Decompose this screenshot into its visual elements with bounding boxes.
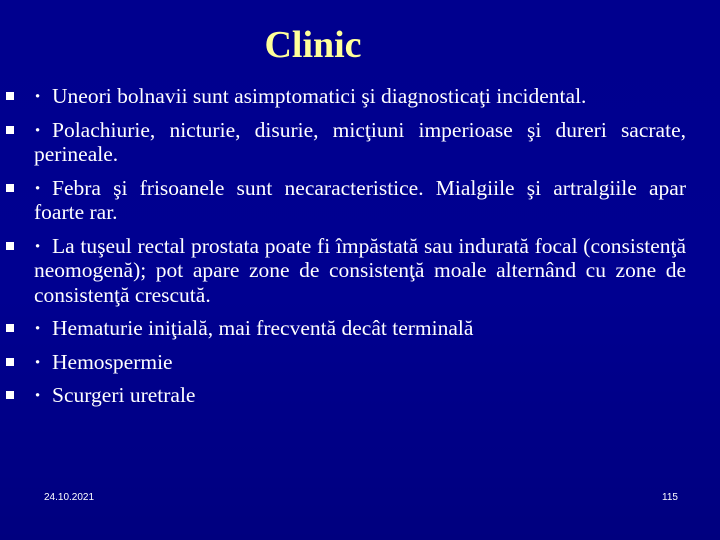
list-item-text: Hematurie iniţială, mai frecventă decât terminală <box>52 316 474 340</box>
dot-symbol: · <box>34 84 42 108</box>
square-bullet-icon <box>6 184 14 192</box>
dot-symbol: · <box>34 383 42 407</box>
dot-symbol: · <box>34 349 42 374</box>
page-number: 115 <box>662 492 678 503</box>
footer-date: 24.10.2021 <box>44 492 95 503</box>
list-item <box>34 234 686 308</box>
square-bullet-icon <box>6 126 14 134</box>
square-bullet-icon <box>6 324 14 332</box>
square-bullet-icon <box>6 242 14 250</box>
list-item <box>34 350 686 375</box>
dot-symbol: · <box>34 316 42 340</box>
bullet-list <box>0 84 720 417</box>
list-item-text: Polachiurie, nicturie, disurie, micţiuni imperioase şi dureri sacrate, perineale. <box>34 117 686 166</box>
square-bullet-icon <box>6 92 14 100</box>
list-item <box>34 383 686 408</box>
dot-symbol: · <box>34 117 42 142</box>
list-item-text: Hemospermie <box>52 349 173 374</box>
list-item <box>34 118 686 167</box>
dot-symbol: · <box>34 233 42 258</box>
list-item-text: Scurgeri uretrale <box>52 383 196 407</box>
slide-title: Clinic <box>264 24 362 66</box>
square-bullet-icon <box>6 358 14 366</box>
list-item-text: Uneori bolnavii sunt asimptomatici şi diagnosticaţi incidental. <box>52 84 587 108</box>
square-bullet-icon <box>6 391 14 399</box>
dot-symbol: · <box>34 175 42 200</box>
list-item <box>34 176 686 225</box>
list-item-text: La tuşeul rectal prostata poate fi împăstată sau indurată focal (consistenţă neomogenă); pot apare zone de consistenţă moale alternând cu zone de consistenţă crescută. <box>34 233 686 307</box>
list-item <box>34 316 686 341</box>
list-item <box>34 84 686 109</box>
list-item-text: Febra şi frisoanele sunt necaracteristice. Mialgiile şi artralgiile apar foarte rar. <box>34 175 686 224</box>
